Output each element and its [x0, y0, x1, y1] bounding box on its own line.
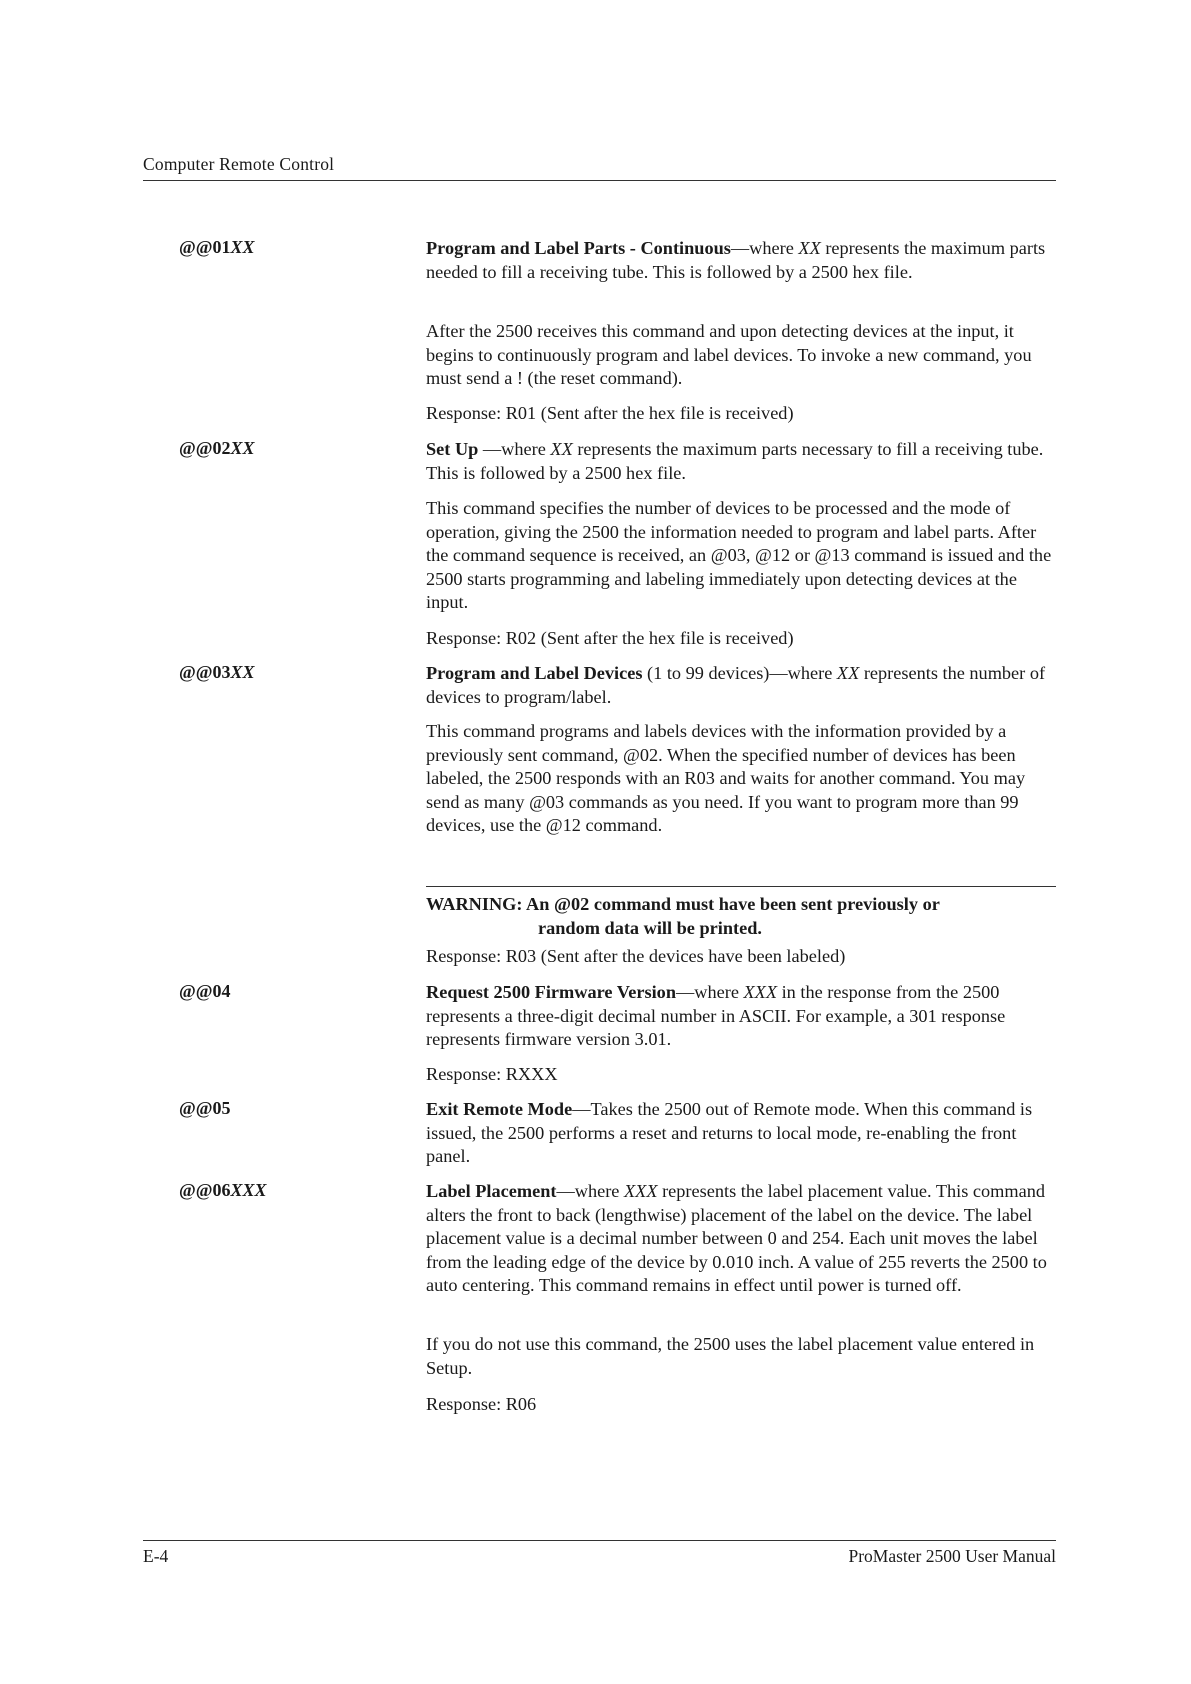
command-code-04: @@04	[179, 981, 231, 1001]
command-detail-02: This command specifies the number of devices to be processed and the mode of operation, giving the 2500 the information needed to program and label parts. After the command sequence is received, an @03, @12 or @13 command is issued and the 2500 starts programming and labeling immediately upon detecting devices at the input.	[426, 498, 1052, 612]
command-description-02: Set Up —where XX represents the maximum parts necessary to fill a receiving tube. This is followed by a 2500 hex file.	[426, 439, 1044, 483]
command-description-06: Label Placement—where XXX represents the label placement value. This command alters the front to back (lengthwise) placement of the label on the device. The label placement value is a decimal number between 0 and 254. Each unit moves the label from the leading edge of the device by 0.010 inch. A value of 255 reverts the 2500 to auto centering. This command remains in effect until power is turned off.	[426, 1181, 1047, 1295]
command-code-03: @@03XX	[179, 662, 255, 682]
warning-note: WARNING: An @02 command must have been sent previously or random data will be printed.	[426, 894, 940, 938]
header-rule	[143, 180, 1056, 181]
command-description-04: Request 2500 Firmware Version—where XXX in the response from the 2500 represents a three-digit decimal number in ASCII. For example, a 301 response represents firmware version 3.01.	[426, 982, 1006, 1049]
command-response-01: Response: R01 (Sent after the hex file is received)	[426, 403, 794, 423]
command-response-04: Response: RXXX	[426, 1064, 558, 1084]
command-code-01: @@01XX	[179, 237, 255, 257]
page-number: E-4	[143, 1546, 169, 1566]
command-code-06: @@06XXX	[179, 1180, 267, 1200]
command-description-03: Program and Label Devices (1 to 99 devices)—where XX represents the number of devices to program/label.	[426, 663, 1046, 707]
running-header: Computer Remote Control	[143, 154, 335, 174]
command-code-02: @@02XX	[179, 438, 255, 458]
command-detail-06: If you do not use this command, the 2500 uses the label placement value entered in Setup.	[426, 1334, 1035, 1378]
warning-rule	[426, 886, 1056, 887]
manual-title: ProMaster 2500 User Manual	[848, 1546, 1056, 1566]
command-detail-01: After the 2500 receives this command and upon detecting devices at the input, it begins to continuously program and label devices. To invoke a new command, you must send a ! (the reset command).	[426, 321, 1032, 388]
command-response-06: Response: R06	[426, 1394, 537, 1414]
command-detail-03: This command programs and labels devices with the information provided by a previously sent command, @02. When the specified number of devices has been labeled, the 2500 responds with an R03 and waits for another command. You may send as many @03 commands as you need. If you want to program more than 99 devices, use the @12 command.	[426, 721, 1026, 835]
command-description-05: Exit Remote Mode—Takes the 2500 out of Remote mode. When this command is issued, the 2500 performs a reset and returns to local mode, re-enabling the front panel.	[426, 1099, 1033, 1166]
command-code-05: @@05	[179, 1098, 231, 1118]
footer-rule	[143, 1540, 1056, 1541]
command-description-01: Program and Label Parts - Continuous—where XX represents the maximum parts needed to fill a receiving tube. This is followed by a 2500 hex file.	[426, 238, 1046, 282]
command-response-03: Response: R03 (Sent after the devices have been labeled)	[426, 946, 846, 966]
command-response-02: Response: R02 (Sent after the hex file is received)	[426, 628, 794, 648]
